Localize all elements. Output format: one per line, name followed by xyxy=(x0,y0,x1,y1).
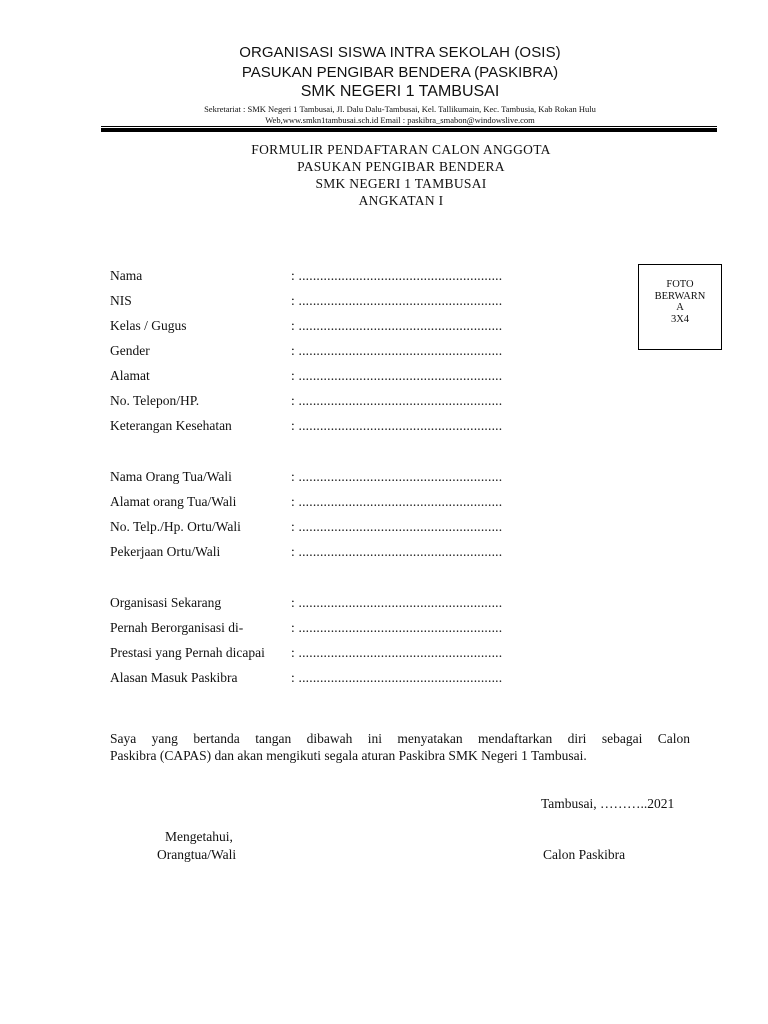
field-label-nis: NIS xyxy=(110,293,132,308)
field-blank-pekerjaan-ortu[interactable]: : ......................................................... xyxy=(291,544,503,559)
field-blank-alasan[interactable]: : ......................................................... xyxy=(291,670,503,685)
form-title-line1: FORMULIR PENDAFTARAN CALON ANGGOTA xyxy=(251,142,551,157)
declaration-line2: Paskibra (CAPAS) dan akan mengikuti segala aturan Paskibra SMK Negeri 1 Tambusai. xyxy=(110,748,587,763)
field-label-kesehatan: Keterangan Kesehatan xyxy=(110,418,232,433)
declaration-line1: Saya yang bertanda tangan dibawah ini menyatakan mendaftarkan diri sebagai Calon xyxy=(110,731,690,746)
field-blank-telepon[interactable]: : ......................................................... xyxy=(291,393,503,408)
field-label-kelas: Kelas / Gugus xyxy=(110,318,187,333)
field-label-telp-ortu: No. Telp./Hp. Ortu/Wali xyxy=(110,519,241,534)
photo-label-line4: 3X4 xyxy=(670,313,690,325)
photo-label-line3: A xyxy=(676,302,684,313)
field-label-organisasi: Organisasi Sekarang xyxy=(110,595,222,610)
field-blank-pernah-organisasi[interactable]: : ......................................................... xyxy=(291,620,503,635)
declaration-statement xyxy=(110,730,690,764)
field-blank-alamat-ortu[interactable]: : ......................................................... xyxy=(291,494,503,509)
field-label-prestasi: Prestasi yang Pernah dicapai xyxy=(110,645,265,660)
signature-left-label2: Orangtua/Wali xyxy=(157,847,237,862)
field-label-telepon: No. Telepon/HP. xyxy=(110,393,200,408)
field-blank-prestasi[interactable]: : ......................................................... xyxy=(291,645,503,660)
letterhead-unit: PASUKAN PENGIBAR BENDERA (PASKIBRA) xyxy=(241,64,559,81)
form-title-line2: PASUKAN PENGIBAR BENDERA xyxy=(297,159,505,174)
place-date: Tambusai, ………..2021 xyxy=(541,796,675,811)
field-label-gender: Gender xyxy=(110,343,150,358)
field-blank-nama[interactable]: : ......................................................... xyxy=(291,268,503,283)
photo-placeholder-box xyxy=(638,264,722,350)
letterhead-school: SMK NEGERI 1 TAMBUSAI xyxy=(300,83,500,100)
field-blank-kesehatan[interactable]: : ......................................................... xyxy=(291,418,503,433)
photo-label-line2: BERWARN xyxy=(654,290,706,302)
signature-right-label: Calon Paskibra xyxy=(543,847,626,862)
letterhead-web-email: Web,www.smkn1tambusai.sch.id Email : paskibra_smabon@windowslive.com xyxy=(265,115,535,125)
form-title-line3: SMK NEGERI 1 TAMBUSAI xyxy=(315,176,487,191)
field-label-pekerjaan-ortu: Pekerjaan Ortu/Wali xyxy=(110,544,221,559)
form-title-line4: ANGKATAN I xyxy=(358,193,444,208)
field-blank-telp-ortu[interactable]: : ......................................................... xyxy=(291,519,503,534)
field-blank-gender[interactable]: : ......................................................... xyxy=(291,343,503,358)
letterhead-divider-thick xyxy=(101,128,717,132)
letterhead-organization: ORGANISASI SISWA INTRA SEKOLAH (OSIS) xyxy=(239,44,561,61)
field-blank-alamat[interactable]: : ......................................................... xyxy=(291,368,503,383)
field-blank-organisasi[interactable]: : ......................................................... xyxy=(291,595,503,610)
field-label-alamat: Alamat xyxy=(110,368,150,383)
field-label-nama-ortu: Nama Orang Tua/Wali xyxy=(110,469,232,484)
field-blank-nama-ortu[interactable]: : ......................................................... xyxy=(291,469,503,484)
field-label-alasan: Alasan Masuk Paskibra xyxy=(110,670,238,685)
field-label-nama: Nama xyxy=(110,268,143,283)
field-label-pernah-organisasi: Pernah Berorganisasi di- xyxy=(110,620,244,635)
letterhead-address: Sekretariat : SMK Negeri 1 Tambusai, Jl. Dalu Dalu-Tambusai, Kel. Tallikumain, Kec. Tambusia, Kab Rokan Hulu xyxy=(204,104,596,114)
field-label-alamat-ortu: Alamat orang Tua/Wali xyxy=(110,494,237,509)
letterhead-divider-thin xyxy=(101,126,717,127)
field-blank-nis[interactable]: : ......................................................... xyxy=(291,293,503,308)
field-blank-kelas[interactable]: : ......................................................... xyxy=(291,318,503,333)
photo-label-line1: FOTO xyxy=(666,279,694,290)
signature-left-label1: Mengetahui, xyxy=(165,829,233,844)
